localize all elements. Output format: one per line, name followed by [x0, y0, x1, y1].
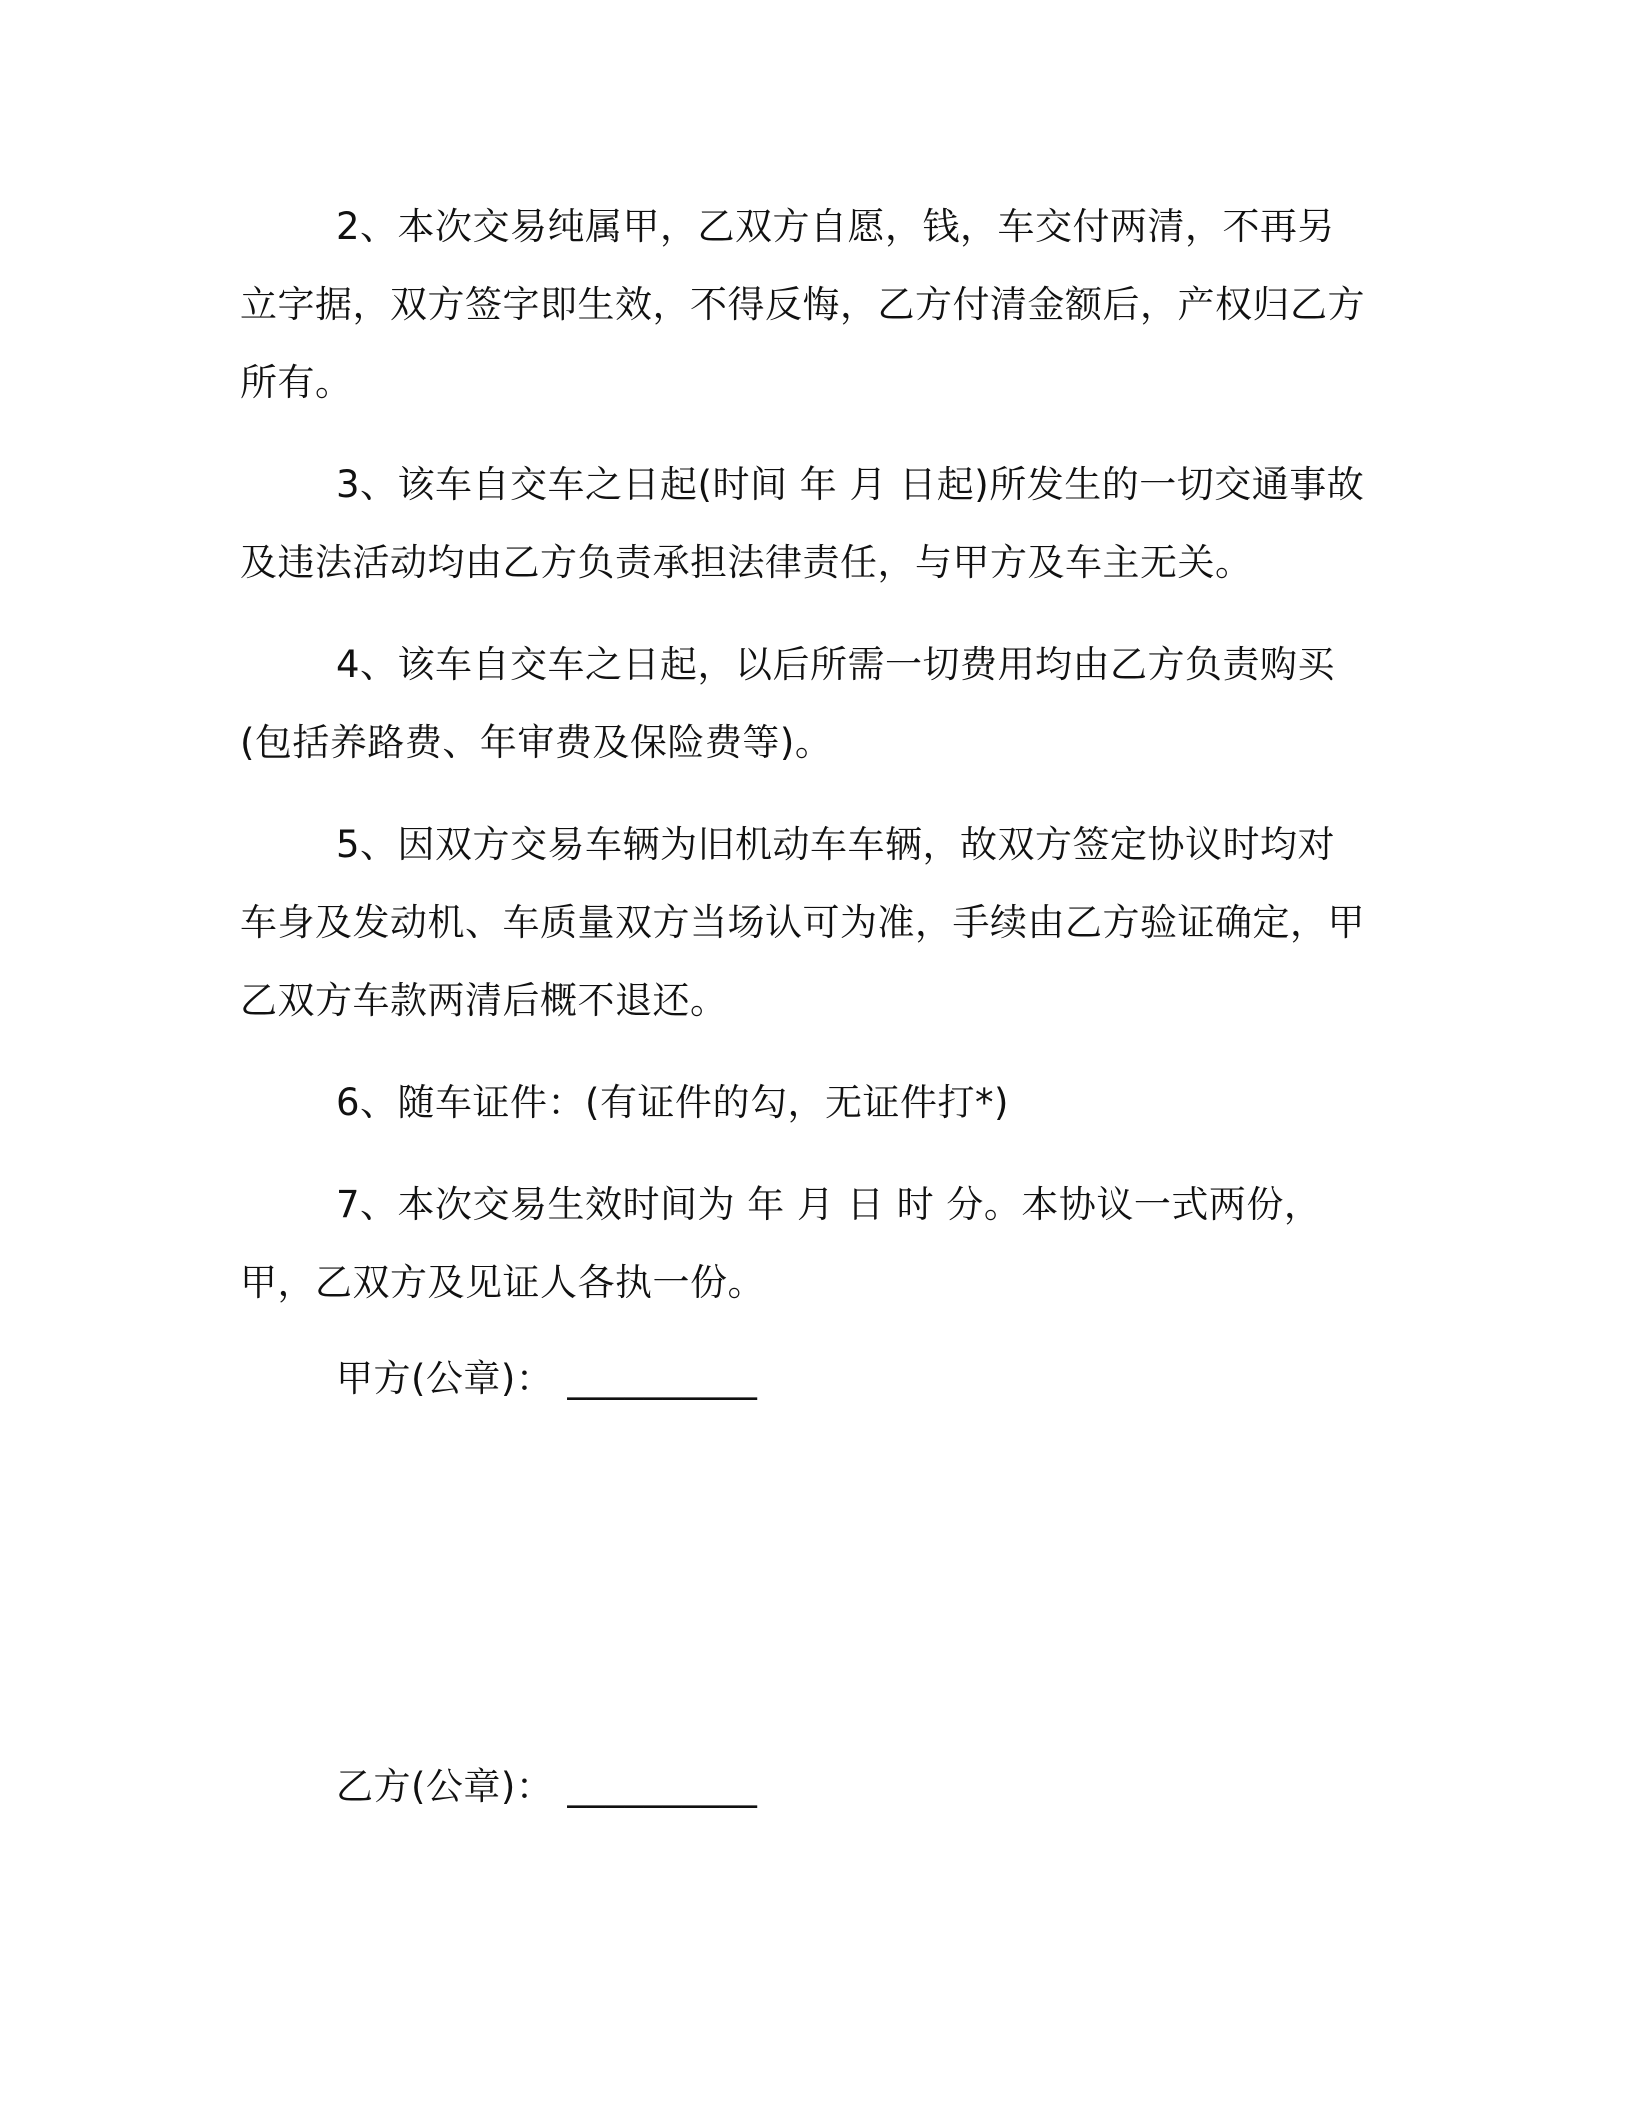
clause-list: [240, 188, 1370, 1346]
clause-6: 6、随车证件：(有证件的勾，无证件打*): [336, 1081, 1009, 1124]
party-a-label: 甲方(公章)：: [336, 1357, 554, 1400]
party-b-label: 乙方(公章)：: [336, 1765, 554, 1808]
clause-5: 5、因双方交易车辆为旧机动车车辆，故双方签定协议时均对车身及发动机、车质量双方当场认可为准，手续由乙方验证确定，甲乙双方车款两清后概不退还。: [240, 823, 1365, 1022]
clause-7: 7、本次交易生效时间为 年 月 日 时 分。本协议一式两份，甲，乙双方及见证人各执一份。: [240, 1183, 1322, 1304]
party-b-signature: [336, 1748, 757, 1826]
party-a-signature: [336, 1340, 757, 1418]
clause-4: 4、该车自交车之日起，以后所需一切费用均由乙方负责购买(包括养路费、年审费及保险费等)。: [240, 643, 1336, 764]
clause-2: 2、本次交易纯属甲，乙双方自愿，钱，车交付两清，不再另立字据，双方签字即生效，不得反悔，乙方付清金额后，产权归乙方所有。: [240, 205, 1365, 404]
party-b-blank-line: __________: [567, 1765, 758, 1808]
party-a-blank-line: __________: [567, 1357, 758, 1400]
clause-3: 3、该车自交车之日起(时间 年 月 日起)所发生的一切交通事故及违法活动均由乙方负责承担法律责任，与甲方及车主无关。: [240, 463, 1365, 584]
